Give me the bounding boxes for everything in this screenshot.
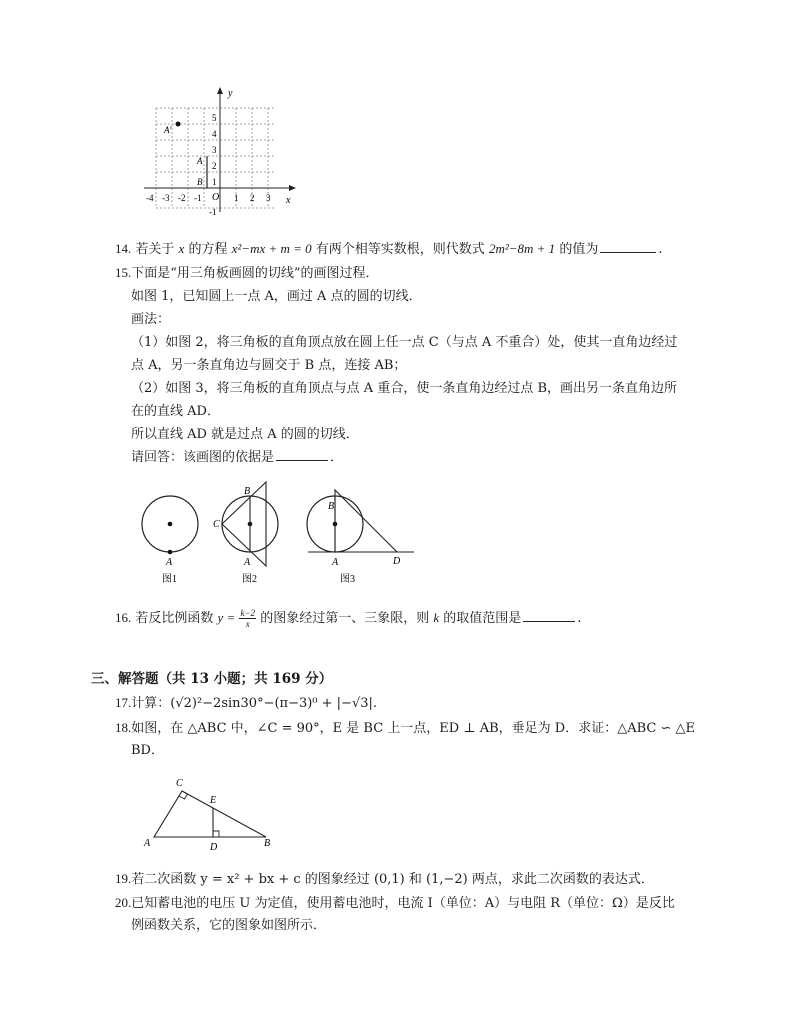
q15-question: 请回答：该画图的依据是 ． (131, 450, 344, 465)
x-tick: -3 (162, 193, 170, 203)
y-tick: 5 (212, 113, 217, 123)
q15-line: （2）如图 3，将三角板的直角顶点与点 A 重合，使一条直角边经过点 B，画出另一条直角边所 (131, 381, 678, 396)
label-a: A (144, 838, 151, 849)
question-number: 14. (115, 241, 132, 256)
point-a-prime-label: A' (164, 125, 172, 135)
question-15-intro: 15.下面是“用三角板画圆的切线”的画图过程． (115, 265, 379, 281)
fig1-label-a: A (166, 557, 173, 568)
q15-line: （1）如图 2，将三角板的直角顶点放在圆上任一点 C（与点 A 不重合）处，使其一直角边经过 (131, 335, 678, 350)
answer-blank[interactable] (523, 609, 575, 622)
q18-line: BD． (131, 743, 164, 758)
q15-line: 所以直线 AD 就是过点 A 的圆的切线． (131, 427, 359, 442)
fig3-caption: 图3 (340, 574, 355, 585)
label-c: C (176, 778, 183, 789)
fig3-label-a: A (332, 557, 339, 568)
label-e: E (210, 795, 217, 806)
point-a-label: A (197, 156, 203, 166)
origin-label: O (212, 192, 220, 203)
y-tick: -1 (209, 207, 217, 217)
y-tick: 1 (212, 177, 217, 187)
question-16: 16. 若反比例函数 y = $\frac{k-2}{x}$ 的图象经过第一、三象限，则 k 的取值范围是 . (115, 608, 582, 629)
label-b: B (264, 838, 271, 849)
y-tick: 2 (212, 161, 217, 171)
q15-line: 点 A，另一条直角边与圆交于 B 点，连接 AB； (131, 358, 407, 373)
fig1-caption: 图1 (162, 574, 177, 585)
fig2-label-c: C (213, 519, 220, 530)
question-number: 19. (115, 871, 132, 886)
question-14: 14. 若关于 x 的方程 x²−mx + m = 0 有两个相等实数根，则代数式 2m²−8m + 1 的值为 . (115, 241, 663, 257)
equation: x²−mx + m = 0 (231, 241, 312, 256)
x-tick: 3 (266, 193, 271, 203)
y-tick: 4 (212, 129, 217, 139)
x-axis-label: x (286, 195, 291, 206)
question-number: 15. (115, 265, 132, 280)
question-number: 18. (115, 720, 132, 735)
x-tick: -1 (194, 193, 202, 203)
q18-triangle-figure (140, 773, 280, 853)
answer-blank[interactable] (600, 240, 656, 253)
fraction: $\frac{k-2}{x}$ (240, 608, 256, 629)
answer-blank[interactable] (276, 448, 328, 461)
coordinate-grid-figure (138, 84, 304, 220)
fig3-label-d: D (393, 556, 401, 567)
question-number: 20. (115, 895, 132, 910)
question-18: 18.如图，在 △ABC 中，∠C = 90°，E 是 BC 上一点，ED ⊥ AB，垂足为 D．求证：△ABC ∽ △E (115, 720, 695, 736)
point-b-label: B (197, 177, 203, 187)
fig2-label-a: A (244, 557, 251, 568)
question-number: 16. (115, 610, 132, 625)
fig2-label-b: B (244, 486, 251, 497)
point-a-prime (176, 122, 181, 127)
x-tick: -4 (146, 193, 154, 203)
x-tick: 2 (250, 193, 255, 203)
x-tick: -2 (178, 193, 186, 203)
y-axis-label: y (228, 88, 233, 99)
x-tick: 1 (234, 193, 239, 203)
label-d: D (210, 842, 218, 853)
section-title: 三、解答题（共 13 小题；共 169 分） (91, 671, 333, 687)
question-17: 17.计算：(√2)²−2sin30°−(π−3)⁰ + |−√3|. (115, 695, 378, 711)
expression: 2m²−8m + 1 (488, 241, 556, 256)
q15-line: 画法： (131, 312, 171, 327)
q15-line: 在的直线 AD． (131, 404, 220, 419)
y-tick: 3 (212, 145, 217, 155)
q20-line: 例函数关系，它的图象如图所示． (131, 918, 327, 933)
question-20: 20.已知蓄电池的电压 U 为定值，使用蓄电池时，电流 I（单位：A）与电阻 R（单位：Ω）是反比 (115, 895, 675, 911)
fig3-label-b: B (328, 501, 335, 512)
question-number: 17. (115, 695, 132, 710)
q15-figures (130, 478, 420, 588)
fig3-triangle (335, 490, 397, 552)
q15-line: 如图 1，已知圆上一点 A，画过 A 点的圆的切线． (131, 289, 422, 304)
fig2-caption: 图2 (242, 574, 257, 585)
question-19: 19.若二次函数 y = x² + bx + c 的图象经过 (0,1) 和 (1,−2) 两点，求此二次函数的表达式． (115, 871, 654, 887)
